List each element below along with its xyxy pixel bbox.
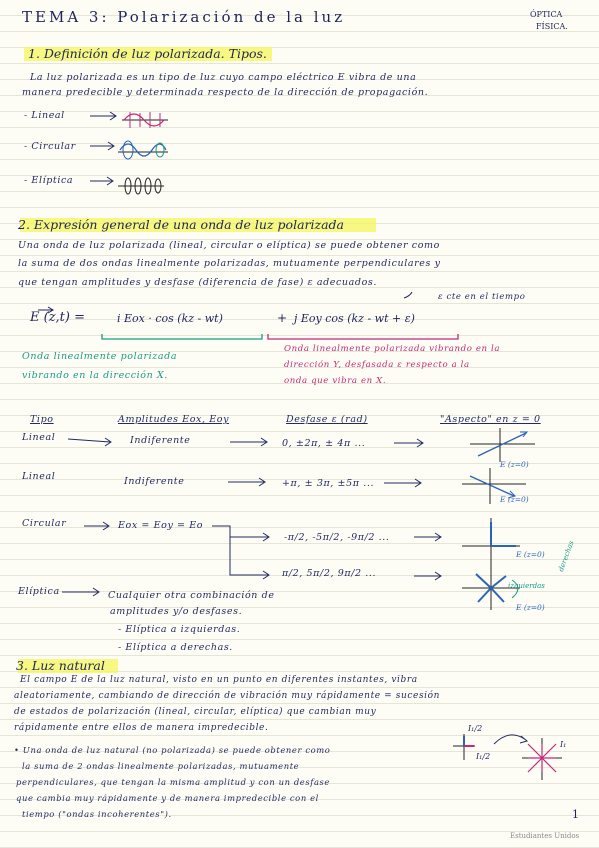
watermark: Estudiantes Unidos: [510, 832, 580, 840]
body-line: La luz polarizada es un tipo de luz cuyo campo eléctrico E vibra de una: [30, 72, 417, 83]
note-pink: onda que vibra en X.: [284, 376, 387, 386]
type-label: - Elíptica: [24, 175, 74, 186]
subject-label-2: FÍSICA.: [536, 22, 568, 31]
body-line: que tengan amplitudes y desfase (diferencia de fase) ε adecuados.: [18, 277, 378, 288]
table-cell: Cualquier otra combinación de: [108, 590, 275, 601]
intensity-label: I₁/2: [468, 724, 483, 733]
table-header: Tipo: [30, 414, 54, 425]
equation-term-2: j Eoy cos (kz - wt + ε): [294, 312, 415, 325]
body-line: manera predecible y determinada respecto de la dirección de propagación.: [22, 87, 429, 98]
body-line: rápidamente entre ellos de manera impredecible.: [14, 723, 269, 733]
table-cell: π/2, 5π/2, 9π/2 ...: [282, 568, 377, 579]
bullet-line: perpendiculares, que tengan la misma amplitud y con un desfase: [16, 777, 330, 787]
side-note: derechas: [557, 539, 576, 573]
note-pink: dirección Y, desfasada ε respecto a la: [284, 360, 470, 370]
diagram-label: E (z=0): [500, 495, 529, 504]
type-label: - Circular: [24, 141, 76, 152]
type-label: - Lineal: [24, 110, 65, 121]
annotation: ε cte en el tiempo: [438, 292, 526, 302]
bullet-line: que cambia muy rápidamente y de manera impredecible con el: [16, 793, 319, 803]
side-note: izquierdas: [508, 582, 545, 590]
table-cell: -π/2, -5π/2, -9π/2 ...: [284, 532, 390, 543]
table-cell: Indiferente: [130, 435, 191, 446]
diagram-label: E (z=0): [516, 603, 545, 612]
table-header: Amplitudes Eox, Eoy: [118, 414, 230, 425]
equation-plus: +: [277, 311, 288, 325]
table-header: Desfase ε (rad): [286, 414, 368, 425]
diagram-label: E (z=0): [516, 550, 545, 559]
table-header: "Aspecto" en z = 0: [440, 414, 541, 425]
subject-label: ÓPTICA: [530, 10, 563, 19]
note-green: vibrando en la dirección X.: [22, 370, 168, 381]
body-line: El campo E de la luz natural, visto en un punto en diferentes instantes, vibra: [20, 675, 418, 685]
table-cell: Indiferente: [124, 476, 185, 487]
table-cell: - Elíptica a derechas.: [118, 642, 233, 653]
section-3-heading: 3. Luz natural: [16, 658, 105, 673]
table-cell: amplitudes y/o desfases.: [110, 606, 243, 617]
table-cell: Lineal: [22, 471, 56, 482]
bullet-line: • Una onda de luz natural (no polarizada) se puede obtener como: [14, 745, 331, 755]
table-cell: - Elíptica a izquierdas.: [118, 624, 241, 635]
note-pink: Onda linealmente polarizada vibrando en la: [284, 344, 501, 354]
section-2-heading: 2. Expresión general de una onda de luz polarizada: [18, 217, 344, 232]
intensity-label: I₁/2: [476, 752, 491, 761]
note-green: Onda linealmente polarizada: [22, 351, 178, 362]
bullet-line: tiempo ("ondas incoherentes").: [22, 809, 172, 819]
body-line: la suma de dos ondas linealmente polarizadas, mutuamente perpendiculares y: [18, 258, 441, 269]
table-cell: Eox = Eoy = Eo: [118, 520, 204, 531]
diagram-label: E (z=0): [500, 460, 529, 469]
body-line: aleatoriamente, cambiando de dirección de vibración muy rápidamente = sucesión: [14, 691, 441, 701]
equation-lhs: E (z,t) =: [30, 310, 85, 325]
body-line: Una onda de luz polarizada (lineal, circular o elíptica) se puede obtener como: [18, 240, 440, 251]
table-cell: Lineal: [22, 432, 56, 443]
body-line: de estados de polarización (lineal, circular, elíptica) que cambian muy: [14, 707, 377, 717]
table-cell: Elíptica: [18, 586, 60, 597]
section-1-heading: 1. Definición de luz polarizada. Tipos.: [28, 46, 267, 61]
intensity-label: I₁: [560, 740, 567, 749]
table-cell: +π, ± 3π, ±5π ...: [282, 478, 375, 489]
table-cell: 0, ±2π, ± 4π ...: [282, 438, 366, 449]
page-title: TEMA 3: Polarización de la luz: [22, 8, 346, 26]
table-cell: Circular: [22, 518, 67, 529]
page-number: 1: [572, 808, 579, 821]
equation-term-1: i Eox · cos (kz - wt): [117, 312, 223, 325]
bullet-line: la suma de 2 ondas linealmente polarizadas, mutuamente: [22, 761, 300, 771]
